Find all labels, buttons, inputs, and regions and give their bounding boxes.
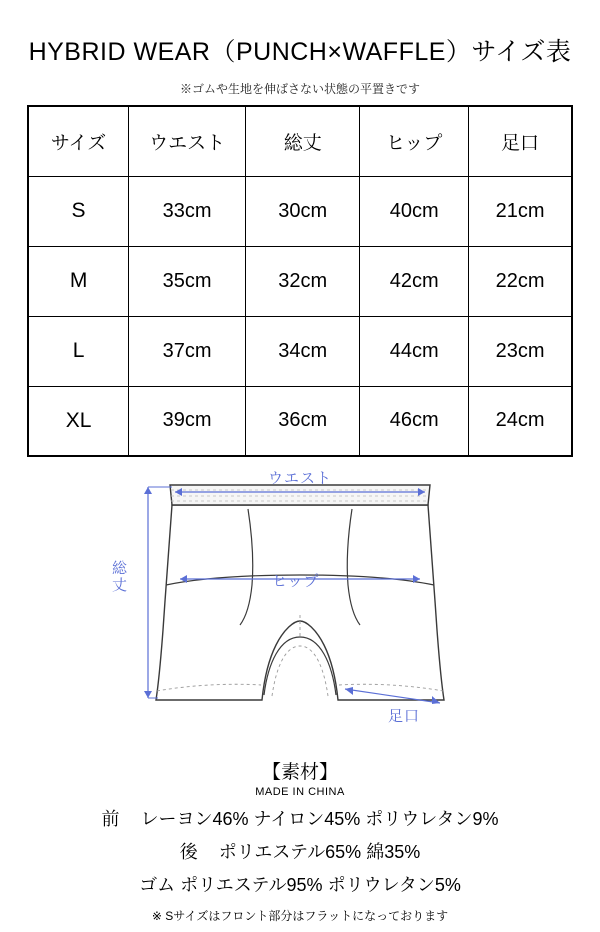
size-table (27, 105, 573, 457)
made-in-label: MADE IN CHINA (255, 786, 345, 798)
cell-hip: 44cm (360, 316, 469, 386)
cell-waist: 39cm (129, 386, 246, 456)
cell-cuff: 23cm (469, 316, 572, 386)
material-key: 後 (179, 842, 198, 862)
col-header-length: 総丈 (246, 106, 360, 176)
table-row (28, 316, 572, 386)
label-cuff: 足口 (388, 708, 421, 725)
size-chart-page (0, 32, 600, 932)
cell-size: M (28, 246, 129, 316)
table-row (28, 246, 572, 316)
size-table-wrapper (27, 105, 573, 457)
col-header-waist: ウエスト (129, 106, 246, 176)
table-row (28, 176, 572, 246)
cell-length: 36cm (246, 386, 360, 456)
cell-length: 32cm (246, 246, 360, 316)
page-title: HYBRID WEAR（PUNCH×WAFFLE）サイズ表 (28, 38, 572, 66)
label-waist: ウエスト (268, 470, 333, 487)
material-value: レーヨン46% ナイロン45% ポリウレタン9% (140, 809, 499, 829)
cell-waist: 37cm (129, 316, 246, 386)
table-header-row (28, 106, 572, 176)
col-header-cuff: 足口 (469, 106, 572, 176)
cell-length: 34cm (246, 316, 360, 386)
label-hip: ヒップ (272, 573, 320, 590)
cell-hip: 46cm (360, 386, 469, 456)
garment-outline (156, 485, 444, 700)
label-total-length: 総丈 (110, 560, 127, 594)
col-header-hip: ヒップ (360, 106, 469, 176)
cell-length: 30cm (246, 176, 360, 246)
cell-cuff: 24cm (469, 386, 572, 456)
material-section (0, 757, 600, 924)
cell-cuff: 22cm (469, 246, 572, 316)
material-key: ゴム (139, 875, 176, 895)
material-note: ※ Sサイズはフロント部分はフラットになっております (151, 909, 449, 923)
cell-size: S (28, 176, 129, 246)
material-key: 前 (101, 809, 120, 829)
cell-size: XL (28, 386, 129, 456)
cell-hip: 42cm (360, 246, 469, 316)
garment-diagram (0, 465, 600, 755)
material-value: ポリエステル95% ポリウレタン5% (180, 875, 461, 895)
cell-cuff: 21cm (469, 176, 572, 246)
material-value: ポリエステル65% 綿35% (218, 842, 421, 862)
measurement-note: ※ゴムや生地を伸ばさない状態の平置きです (179, 82, 420, 96)
boxer-brief-illustration (0, 465, 600, 755)
material-row (0, 838, 600, 864)
cell-hip: 40cm (360, 176, 469, 246)
material-row (0, 805, 600, 831)
table-row (28, 386, 572, 456)
cell-size: L (28, 316, 129, 386)
material-row (0, 871, 600, 897)
cell-waist: 33cm (129, 176, 246, 246)
cell-waist: 35cm (129, 246, 246, 316)
material-heading: 【素材】 (261, 762, 338, 783)
col-header-size: サイズ (28, 106, 129, 176)
